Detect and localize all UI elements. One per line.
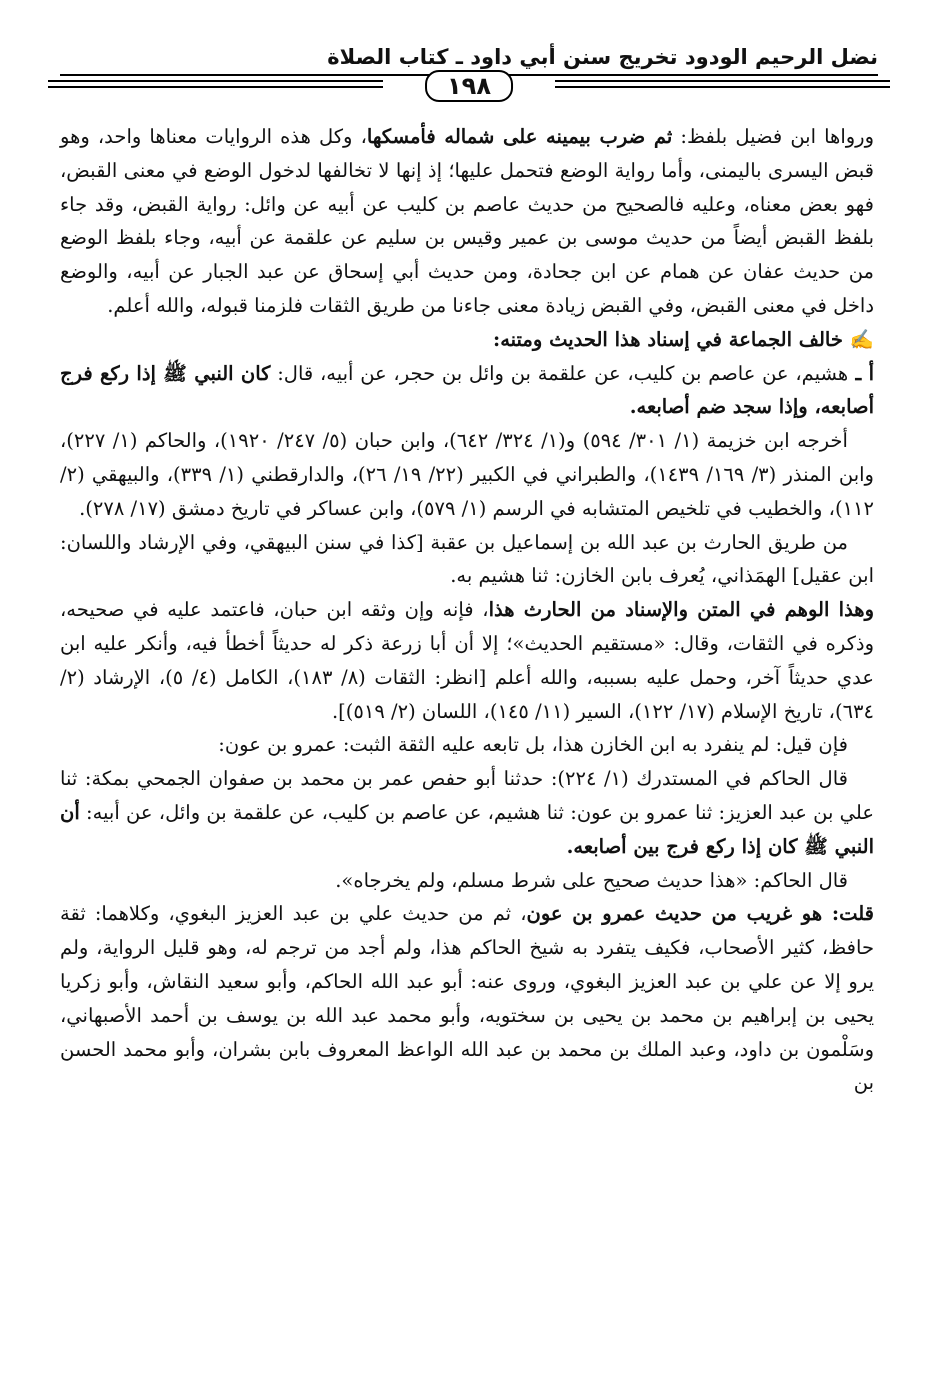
text-run: ، ثم من حديث علي بن عبد العزيز البغوي، وكلاهما: ثقة حافظ، كثير الأصحاب، فكيف يتفرد به شيخ الحاكم هذا، ولم أجد من ترجم له، وهو قليل الرواية، ولم يرو إلا عن علي بن عبد العزيز البغوي، وروى عنه: أبو عبد الله الحاكم، وأبو سعيد النقاش، وأبو زكريا يحيى بن إبراهيم بن محمد بن يحيى بن سختويه، وأبو محمد عبد الله بن يوسف بن أحمد الأصبهاني، وسَلْمون بن داود، وعبد الملك بن محمد بن عبد الله الواعظ المعروف بابن بشران، وأبو محمد الحسن بن bbox=[60, 902, 874, 1095]
text-run: هشيم، عن عاصم بن كليب، عن علقمة بن وائل بن حجر، عن أبيه، قال: bbox=[270, 361, 849, 385]
ornament-rule bbox=[48, 80, 383, 82]
body-text bbox=[60, 120, 874, 1100]
paragraph bbox=[60, 120, 874, 323]
ornament-rule bbox=[48, 86, 383, 88]
text-run: فإن قيل: لم ينفرد به ابن الخازن هذا، بل تابعه عليه الثقة الثبت: عمرو بن عون: bbox=[218, 733, 848, 757]
page-number: ١٩٨ bbox=[425, 70, 513, 102]
text-run: قال الحاكم: «هذا حديث صحيح على شرط مسلم، ولم يخرجاه». bbox=[335, 868, 848, 892]
paragraph bbox=[60, 424, 874, 525]
text-run: ، وكل هذه الروايات معناها واحد، وهو قبض اليسرى باليمنى، وأما رواية الوضع فتحمل عليها؛ إذ إنها لا تخالفها لدخول الوضع في معنى القبض، فهو بعض معناه، وعليه فالصحيح من حديث عاصم بن كليب عن أبيه عن وائل: رواية القبض، وقد جاء بلفظ القبض أيضاً من حديث موسى بن عمير وقيس بن سليم عن علقمة عن أبيه، وجاء بلفظ الوضع من حديث عفان عن همام عن ابن جحادة، ومن حديث أبي إسحاق عن عبد الجبار عن أبيه، والوضع داخل في معنى القبض، وفي القبض زيادة معنى جاءنا من طريق الثقات فلزمنا قبوله، والله أعلم. bbox=[60, 125, 874, 317]
paragraph bbox=[60, 728, 874, 762]
bold-run: ثم ضرب بيمينه على شماله فأمسكها bbox=[366, 125, 673, 148]
text-run: أخرجه ابن خزيمة (١/ ٣٠١/ ٥٩٤) و(١/ ٣٢٤/ ٦٤٢)، وابن حبان (٥/ ٢٤٧/ ١٩٢٠)، والحاكم (١/ ٢٢٧)، وابن المنذر (٣/ ١٦٩/ ١٤٣٩)، والطبراني في الكبير (٢٢/ ١٩/ ٢٦)، والدارقطني (١/ ٣٣٩)، والبيهقي (٢/ ١١٢)، والخطيب في تلخيص المتشابه في الرسم (١/ ٥٧٩)، وابن عساكر في تاريخ دمشق (١٧/ ٢٧٨). bbox=[60, 429, 874, 520]
text-run: من طريق الحارث بن عبد الله بن إسماعيل بن عقبة [كذا في سنن البيهقي، وفي الإرشاد واللسان: ابن عقيل] الهمَذاني، يُعرف بابن الخازن: ثنا هشيم به. bbox=[60, 530, 874, 588]
bold-run: ✍ خالف الجماعة في إسناد هذا الحديث ومتنه: bbox=[493, 327, 874, 351]
text-run: ، فإنه وإن وثقه ابن حبان، فاعتمد عليه في صحيحه، وذكره في الثقات، وقال: «مستقيم الحديث»؛ إلا أن أبا زرعة ذكر له حديثاً أخطأ فيه، وأنكر عليه ابن عدي حديثاً آخر، وحمل عليه بسببه، والله أعلم [انظر: الثقات (٨/ ١٨٣)، الكامل (٤/ ٥)، الإرشاد (٢/ ٦٣٤)، تاريخ الإسلام (١٧/ ١٢٢)، السير (١١/ ١٤٥)، اللسان (٢/ ٥١٩)]. bbox=[60, 598, 874, 723]
section-heading bbox=[60, 323, 874, 357]
paragraph bbox=[60, 593, 874, 728]
bold-run: قلت: هو غريب من حديث عمرو بن عون bbox=[526, 902, 874, 926]
page-number-row bbox=[48, 68, 890, 106]
paragraph bbox=[60, 762, 874, 863]
ornament-rule bbox=[555, 80, 890, 82]
bold-run: أن النبي ﷺ كان إذا ركع فرج بين أصابعه. bbox=[60, 800, 874, 858]
bold-run: كان النبي ﷺ إذا ركع فرج أصابعه، وإذا سجد ضم أصابعه. bbox=[60, 361, 874, 419]
ornament-rule bbox=[555, 86, 890, 88]
bold-run: أ ـ bbox=[848, 361, 874, 385]
bold-run: وهذا الوهم في المتن والإسناد من الحارث هذا bbox=[488, 598, 874, 622]
text-run: قال الحاكم في المستدرك (١/ ٢٢٤): حدثنا أبو حفص عمر بن محمد بن صفوان الجمحي بمكة: ثنا علي بن عبد العزيز: ثنا عمرو بن عون: ثنا هشيم، عن عاصم بن كليب، عن علقمة بن وائل، عن أبيه: bbox=[60, 767, 874, 824]
text-run: ورواها ابن فضيل بلفظ: bbox=[672, 125, 874, 148]
paragraph bbox=[60, 357, 874, 425]
paragraph bbox=[60, 526, 874, 594]
paragraph bbox=[60, 864, 874, 898]
paragraph bbox=[60, 897, 874, 1100]
book-title: نضل الرحيم الودود تخريج سنن أبي داود ـ كتاب الصلاة bbox=[327, 45, 878, 69]
